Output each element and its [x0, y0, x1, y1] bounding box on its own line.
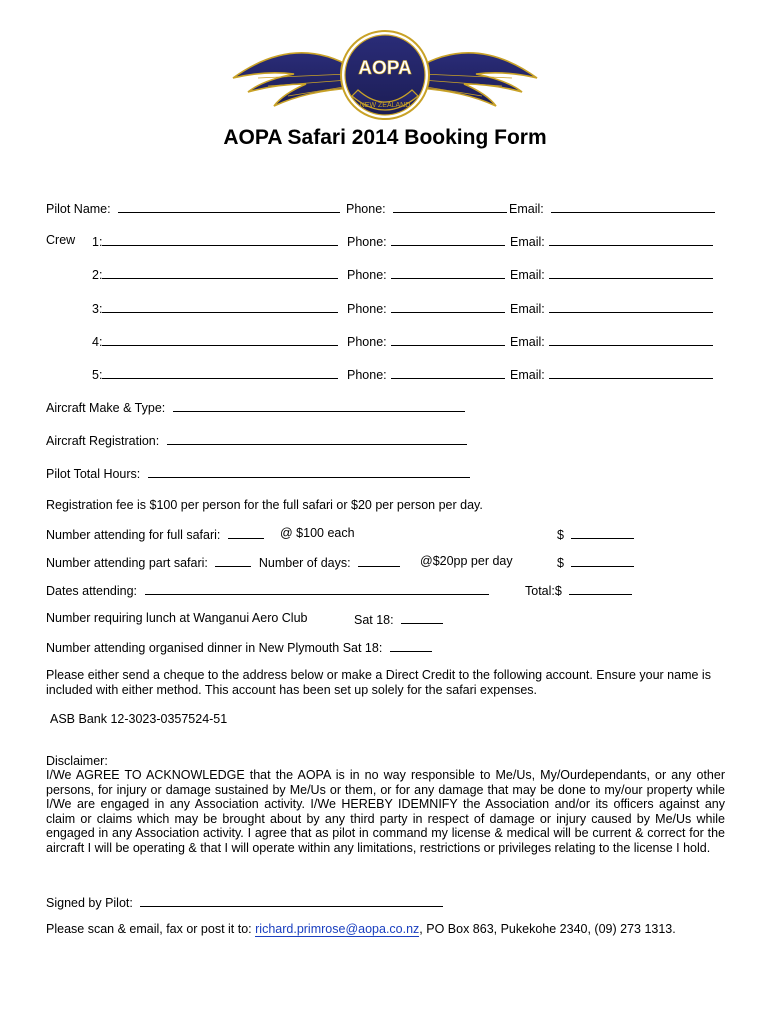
pilot-email-label: Email:	[509, 202, 544, 216]
crew-row-2	[92, 266, 338, 282]
footer-prefix: Please scan & email, fax or post it to:	[46, 922, 252, 936]
crew-email-label: Email:	[510, 335, 545, 349]
pilot-email-field[interactable]	[551, 200, 715, 213]
crew-email-label: Email:	[510, 268, 545, 282]
full-safari-label: Number attending for full safari:	[46, 528, 221, 542]
part-safari-count-field[interactable]	[215, 554, 251, 567]
crew-number: 4:	[92, 335, 103, 349]
crew-number: 1:	[92, 235, 103, 249]
crew-phone-field[interactable]	[391, 300, 505, 313]
crew-phone-label: Phone:	[347, 335, 387, 349]
crew-email-label: Email:	[510, 235, 545, 249]
crew-email-label: Email:	[510, 368, 545, 382]
crew-email-field[interactable]	[549, 333, 713, 346]
aircraft-make-label: Aircraft Make & Type:	[46, 401, 166, 415]
total-label: Total:	[525, 584, 555, 598]
crew-name-field[interactable]	[102, 233, 338, 246]
crew-number: 3:	[92, 302, 103, 316]
pilot-name-field[interactable]	[118, 200, 340, 213]
pilot-name-row	[46, 200, 340, 216]
lunch-label: Number requiring lunch at Wanganui Aero Club	[46, 611, 308, 625]
crew-number: 2:	[92, 268, 103, 282]
aircraft-make-field[interactable]	[173, 399, 465, 412]
crew-phone-label: Phone:	[347, 235, 387, 249]
pilot-hours-field[interactable]	[148, 465, 470, 478]
days-field[interactable]	[358, 554, 400, 567]
total-field[interactable]	[569, 582, 632, 595]
dinner-count-field[interactable]	[390, 639, 432, 652]
crew-email-label: Email:	[510, 302, 545, 316]
footer-suffix: , PO Box 863, Pukekohe 2340, (09) 273 1313.	[419, 922, 676, 936]
svg-text:NEW ZEALAND: NEW ZEALAND	[359, 102, 411, 109]
aopa-wings-logo	[228, 28, 542, 122]
fee-text: Registration fee is $100 per person for the full safari or $20 per person per day.	[46, 498, 483, 512]
aircraft-registration-label: Aircraft Registration:	[46, 434, 160, 448]
dates-field[interactable]	[145, 582, 489, 595]
crew-phone-field[interactable]	[391, 233, 505, 246]
crew-phone-field[interactable]	[391, 266, 505, 279]
lunch-count-field[interactable]	[401, 611, 443, 624]
pilot-phone-label: Phone:	[346, 202, 386, 216]
pilot-phone-field[interactable]	[393, 200, 507, 213]
pilot-name-label: Pilot Name:	[46, 202, 111, 216]
contact-email-link[interactable]: richard.primrose@aopa.co.nz	[255, 922, 420, 936]
crew-name-field[interactable]	[102, 300, 338, 313]
crew-label: Crew	[46, 233, 76, 247]
crew-number: 5:	[92, 368, 103, 382]
crew-row-1	[92, 233, 338, 249]
signed-label: Signed by Pilot:	[46, 896, 133, 910]
full-safari-count-field[interactable]	[228, 526, 264, 539]
dinner-label: Number attending organised dinner in New Plymouth Sat 18:	[46, 641, 383, 655]
dates-label: Dates attending:	[46, 584, 138, 598]
aircraft-registration-field[interactable]	[167, 432, 467, 445]
crew-row-3	[92, 300, 338, 316]
crew-phone-label: Phone:	[347, 368, 387, 382]
svg-text:AOPA: AOPA	[358, 58, 412, 79]
form-title: AOPA Safari 2014 Booking Form	[223, 126, 547, 149]
crew-phone-label: Phone:	[347, 302, 387, 316]
crew-row-4	[92, 333, 338, 349]
full-safari-currency: $	[557, 528, 564, 542]
payment-instructions: Please either send a cheque to the address below or make a Direct Credit to the following account. Ensure your name is included with either method. This account has been set up solely for the safari expenses.	[46, 668, 711, 697]
days-label: Number of days:	[258, 556, 351, 570]
crew-name-field[interactable]	[102, 266, 338, 279]
crew-phone-field[interactable]	[391, 333, 505, 346]
full-safari-amount-field[interactable]	[571, 526, 634, 539]
crew-row-5	[92, 366, 338, 382]
part-safari-amount-field[interactable]	[571, 554, 634, 567]
crew-email-field[interactable]	[549, 300, 713, 313]
pilot-hours-label: Pilot Total Hours:	[46, 467, 141, 481]
part-safari-rate: @$20pp per day	[420, 554, 513, 568]
crew-phone-label: Phone:	[347, 268, 387, 282]
full-safari-rate: @ $100 each	[280, 526, 355, 540]
lunch-day-label: Sat 18:	[354, 613, 394, 627]
total-currency: $	[554, 584, 562, 598]
signature-field[interactable]	[140, 894, 443, 907]
disclaimer-heading: Disclaimer:	[46, 754, 108, 768]
crew-name-field[interactable]	[102, 333, 338, 346]
disclaimer-body: I/We AGREE TO ACKNOWLEDGE that the AOPA is in no way responsible to Me/Us, My/Ourdependants, or any other persons, for injury or damage sustained by Me/Us or them, or for any damage that may be done to my/our property while I/We are engaged in any Association activity. I/We HEREBY IDEMNIFY the Association and/or its officers against any claim or claims which may be brought about by any third party in respect of damage or injury caused by Me/Us while engaged in any Association activity. I agree that as pilot in command my license & medical will be current & correct for the aircraft I will be operating & that I will operate within any limitations, restrictions or privileges relating to the license I hold.	[46, 768, 725, 855]
footer-contact	[46, 922, 676, 936]
part-safari-label: Number attending part safari:	[46, 556, 208, 570]
crew-email-field[interactable]	[549, 266, 713, 279]
bank-account: ASB Bank 12-3023-0357524-51	[50, 712, 228, 726]
crew-name-field[interactable]	[102, 366, 338, 379]
crew-phone-field[interactable]	[391, 366, 505, 379]
crew-email-field[interactable]	[549, 233, 713, 246]
part-safari-currency: $	[557, 556, 564, 570]
crew-email-field[interactable]	[549, 366, 713, 379]
